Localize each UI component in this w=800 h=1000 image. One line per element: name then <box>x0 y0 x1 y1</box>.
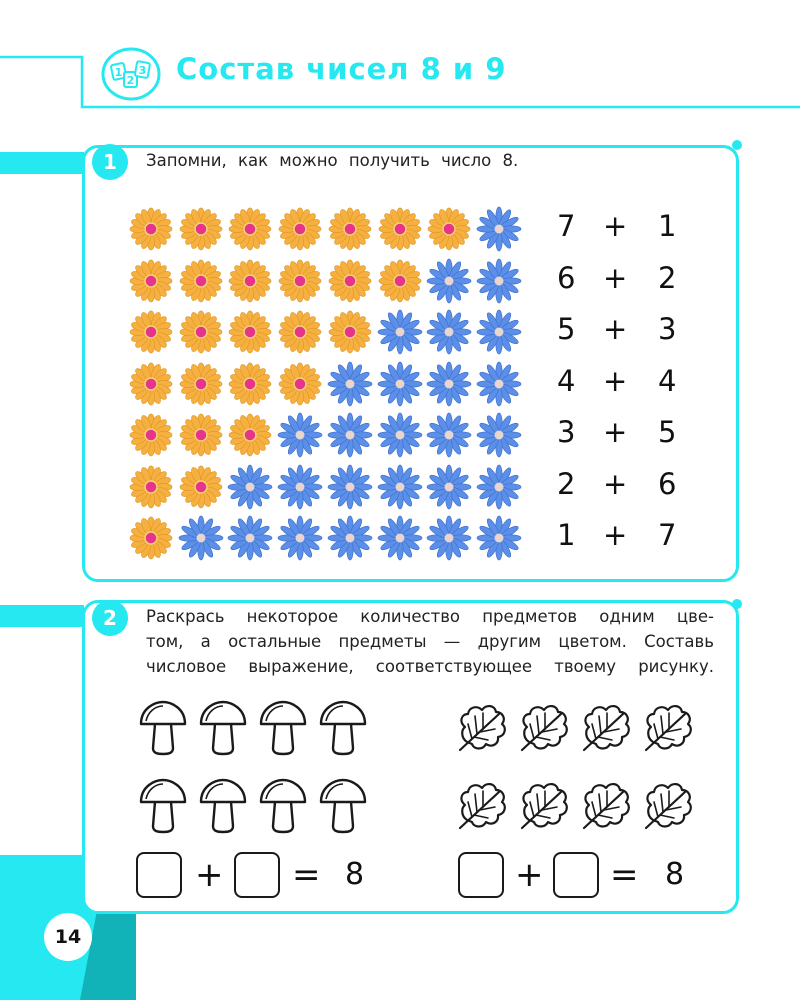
answer-box[interactable] <box>136 852 182 898</box>
first-addend: 5 <box>557 312 576 346</box>
orange-flower-icon <box>227 206 273 256</box>
blue-flower-icon <box>426 361 472 411</box>
orange-flower-icon <box>227 412 273 462</box>
orange-flower-icon <box>327 309 373 359</box>
blue-flower-icon <box>476 412 522 462</box>
leaf-icon[interactable] <box>579 780 633 836</box>
orange-flower-icon <box>227 361 273 411</box>
first-addend: 2 <box>557 466 576 501</box>
plus-sign: + <box>603 209 628 243</box>
blue-flower-icon <box>426 515 472 565</box>
mushroom-icon[interactable] <box>257 700 309 760</box>
blue-flower-icon <box>426 258 472 308</box>
orange-flower-icon <box>178 206 224 256</box>
mushroom-icon[interactable] <box>317 700 369 760</box>
orange-flower-icon <box>178 412 224 462</box>
sum-expression <box>555 312 690 352</box>
task-1-instruction: Запомни, как можно получить число 8. <box>146 151 519 170</box>
answer-box[interactable] <box>234 852 280 898</box>
equation-result: 8 <box>665 857 685 892</box>
mushroom-icon[interactable] <box>197 700 249 760</box>
task-2-number: 2 <box>92 600 128 636</box>
frame-corner-dot <box>730 138 744 152</box>
orange-flower-icon <box>128 309 174 359</box>
leaf-icon[interactable] <box>641 780 695 836</box>
sum-expression <box>555 209 690 249</box>
blue-flower-icon <box>277 412 323 462</box>
blue-flower-icon <box>227 515 273 565</box>
orange-flower-icon <box>277 361 323 411</box>
page-title: Состав чисел 8 и 9 <box>176 52 507 86</box>
answer-box[interactable] <box>553 852 599 898</box>
blue-flower-icon <box>327 412 373 462</box>
plus-sign: + <box>603 466 628 501</box>
frame-corner-dot <box>730 597 744 611</box>
orange-flower-icon <box>178 361 224 411</box>
plus-sign: + <box>195 855 224 895</box>
task-1-number: 1 <box>92 144 128 180</box>
blue-flower-icon <box>327 464 373 514</box>
blue-flower-icon <box>377 361 423 411</box>
leaf-icon[interactable] <box>579 702 633 758</box>
second-addend: 2 <box>658 260 677 295</box>
instruction-line: числовое выражение, соответствующее твоему рисунку. <box>146 657 714 676</box>
first-addend: 7 <box>557 209 576 243</box>
orange-flower-icon <box>227 258 273 308</box>
orange-flower-icon <box>178 258 224 308</box>
instruction-line: том, а остальные предметы — другим цветом. Составь <box>146 632 714 651</box>
orange-flower-icon <box>227 309 273 359</box>
second-addend: 7 <box>658 518 677 552</box>
orange-flower-icon <box>377 206 423 256</box>
second-addend: 3 <box>658 312 677 346</box>
second-addend: 5 <box>658 415 677 449</box>
sum-expression <box>555 518 690 558</box>
blue-flower-icon <box>426 309 472 359</box>
plus-sign: + <box>603 312 628 346</box>
mushroom-icon[interactable] <box>257 778 309 838</box>
mushroom-icon[interactable] <box>317 778 369 838</box>
task-2-instruction <box>146 604 714 679</box>
blue-flower-icon <box>377 515 423 565</box>
blue-flower-icon <box>377 309 423 359</box>
svg-text:1: 1 <box>114 66 123 79</box>
blue-flower-icon <box>327 361 373 411</box>
orange-flower-icon <box>327 206 373 256</box>
orange-flower-icon <box>128 258 174 308</box>
svg-text:3: 3 <box>138 64 147 77</box>
blue-flower-icon <box>178 515 224 565</box>
equals-sign: = <box>610 855 639 895</box>
leaf-icon[interactable] <box>455 702 509 758</box>
sum-expression <box>555 467 690 507</box>
sum-expression <box>555 261 690 301</box>
blue-flower-icon <box>476 206 522 256</box>
orange-flower-icon <box>377 258 423 308</box>
sum-expression <box>555 415 690 455</box>
plus-sign: + <box>603 415 628 449</box>
plus-sign: + <box>603 518 628 552</box>
first-addend: 3 <box>557 415 576 449</box>
first-addend: 6 <box>557 260 576 295</box>
svg-text:2: 2 <box>126 74 135 87</box>
equals-sign: = <box>292 855 321 895</box>
orange-flower-icon <box>277 258 323 308</box>
orange-flower-icon <box>426 206 472 256</box>
blue-flower-icon <box>277 515 323 565</box>
blue-flower-icon <box>327 515 373 565</box>
blue-flower-icon <box>476 258 522 308</box>
orange-flower-icon <box>327 258 373 308</box>
first-addend: 1 <box>557 518 576 552</box>
blue-flower-icon <box>377 412 423 462</box>
blue-flower-icon <box>476 515 522 565</box>
orange-flower-icon <box>277 309 323 359</box>
blue-flower-icon <box>476 361 522 411</box>
leaf-icon[interactable] <box>517 780 571 836</box>
orange-flower-icon <box>128 361 174 411</box>
plus-sign: + <box>603 363 628 398</box>
orange-flower-icon <box>277 206 323 256</box>
first-addend: 4 <box>557 363 576 398</box>
numbers-logo-icon <box>100 46 162 102</box>
leaf-icon[interactable] <box>455 780 509 836</box>
equation-result: 8 <box>345 857 365 892</box>
blue-flower-icon <box>377 464 423 514</box>
mushroom-icon[interactable] <box>137 778 189 838</box>
orange-flower-icon <box>128 464 174 514</box>
instruction-line: Раскрась некоторое количество предметов одним цве- <box>146 607 714 626</box>
orange-flower-icon <box>178 464 224 514</box>
answer-box[interactable] <box>458 852 504 898</box>
leaf-icon[interactable] <box>517 702 571 758</box>
mushroom-icon[interactable] <box>137 700 189 760</box>
blue-flower-icon <box>277 464 323 514</box>
second-addend: 4 <box>658 363 677 398</box>
plus-sign: + <box>603 260 628 295</box>
orange-flower-icon <box>128 412 174 462</box>
second-addend: 1 <box>658 209 677 243</box>
orange-flower-icon <box>128 515 174 565</box>
blue-flower-icon <box>476 464 522 514</box>
blue-flower-icon <box>476 309 522 359</box>
blue-flower-icon <box>227 464 273 514</box>
sum-expression <box>555 364 690 404</box>
blue-flower-icon <box>426 464 472 514</box>
header <box>0 0 800 110</box>
plus-sign: + <box>515 855 544 895</box>
leaf-icon[interactable] <box>641 702 695 758</box>
orange-flower-icon <box>178 309 224 359</box>
mushroom-icon[interactable] <box>197 778 249 838</box>
page-number: 14 <box>54 926 82 948</box>
orange-flower-icon <box>128 206 174 256</box>
blue-flower-icon <box>426 412 472 462</box>
second-addend: 6 <box>658 466 677 501</box>
